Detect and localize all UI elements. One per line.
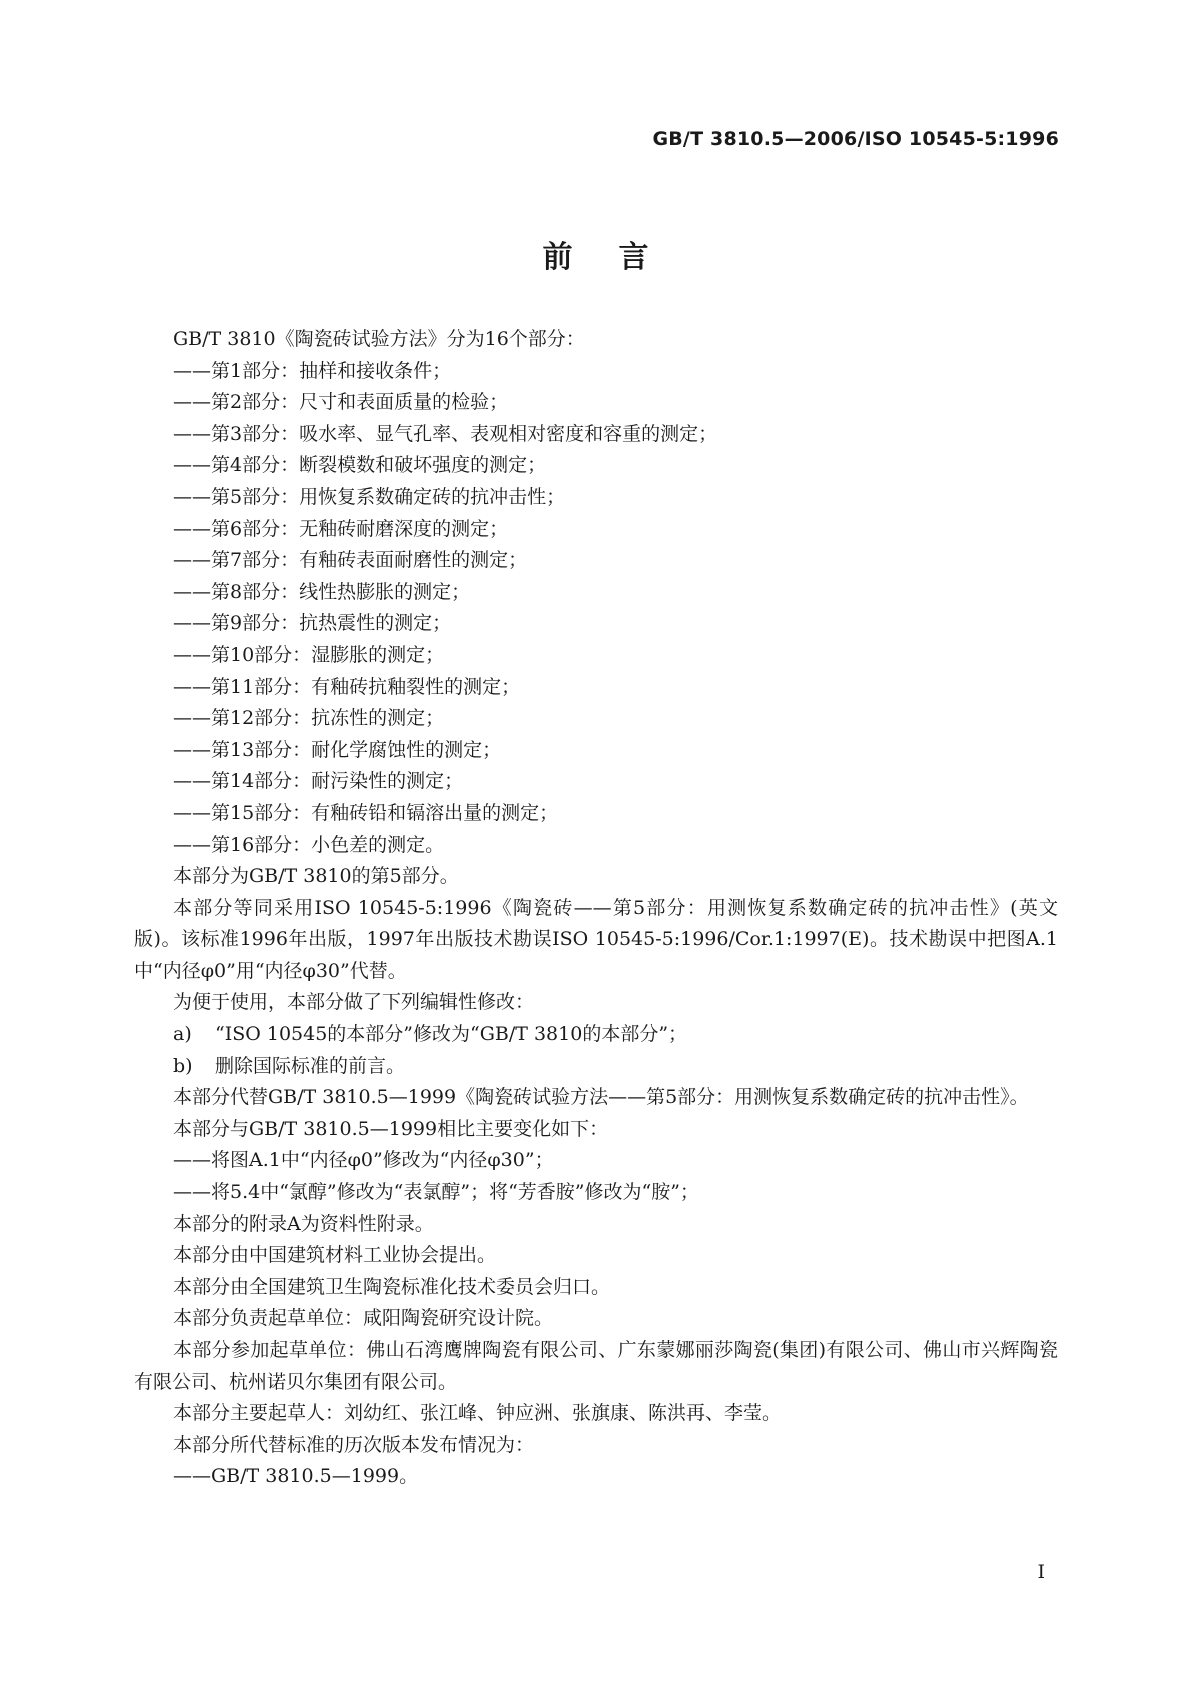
drafting-unit-paragraph: 本部分负责起草单位：咸阳陶瓷研究设计院。 [173,1307,554,1330]
proposed-by-paragraph: 本部分由中国建筑材料工业协会提出。 [173,1244,497,1267]
changes-intro: 本部分与GB/T 3810.5—1999相比主要变化如下： [173,1117,609,1140]
history-list [134,1461,1058,1493]
list-item: ——第10部分：湿膨胀的测定； [173,643,445,666]
list-item: ——第15部分：有釉砖铅和镉溶出量的测定； [173,801,559,824]
list-item: ——第4部分：断裂模数和破坏强度的测定； [173,454,547,477]
intro-paragraph: GB/T 3810《陶瓷砖试验方法》分为16个部分： [173,328,585,350]
participating-units-paragraph: 本部分参加起草单位：佛山石湾鹰牌陶瓷有限公司、广东蒙娜丽莎陶瓷(集团)有限公司、佛山市兴辉陶瓷有限公司、杭州诺贝尔集团有限公司。 [134,1339,1058,1393]
list-item: ——第1部分：抽样和接收条件； [173,359,452,382]
centralized-by-paragraph: 本部分由全国建筑卫生陶瓷标准化技术委员会归口。 [173,1275,611,1298]
replaces-paragraph: 本部分代替GB/T 3810.5—1999《陶瓷砖试验方法——第5部分：用测恢复系数确定砖的抗冲击性》。 [173,1086,1029,1109]
item-text: 删除国际标准的前言。 [215,1054,406,1077]
list-item [134,1019,1058,1051]
list-item: ——第8部分：线性热膨胀的测定； [173,580,471,603]
page-title: 前言 [542,240,695,275]
list-item: ——第12部分：抗冻性的测定； [173,707,445,730]
drafters-paragraph: 本部分主要起草人：刘幼红、张江峰、钟应洲、张旗康、陈洪再、李莹。 [173,1402,782,1425]
list-item: ——第5部分：用恢复系数确定砖的抗冲击性； [173,485,566,508]
list-item: ——将图A.1中“内径φ0”修改为“内径φ30”； [173,1149,554,1172]
standard-code-header: GB/T 3810.5—2006/ISO 10545-5:1996 [652,128,1059,150]
list-item: ——第6部分：无釉砖耐磨深度的测定； [173,517,509,540]
list-item: ——第2部分：尺寸和表面质量的检验； [173,391,509,414]
list-item [134,1051,1058,1083]
item-text: “ISO 10545的本部分”修改为“GB/T 3810的本部分”； [215,1023,688,1046]
list-item: ——第9部分：抗热震性的测定； [173,612,452,635]
list-item: ——第16部分：小色差的测定。 [173,833,445,856]
annex-paragraph: 本部分的附录A为资料性附录。 [173,1212,434,1235]
list-item: ——将5.4中“氯醇”修改为“表氯醇”；将“芳香胺”修改为“胺”； [173,1181,699,1204]
item-label: a) [173,1023,192,1046]
list-item: ——第3部分：吸水率、显气孔率、表观相对密度和容重的测定； [173,422,718,445]
edits-list [134,1019,1058,1082]
list-item: ——第13部分：耐化学腐蚀性的测定； [173,738,502,761]
item-label: b) [173,1054,193,1077]
list-item: ——第14部分：耐污染性的测定； [173,770,464,793]
edits-intro: 为便于使用，本部分做了下列编辑性修改： [173,991,535,1014]
history-intro: 本部分所代替标准的历次版本发布情况为： [173,1433,535,1456]
list-item: ——第11部分：有釉砖抗釉裂性的测定； [173,675,521,698]
list-item: ——第7部分：有釉砖表面耐磨性的测定； [173,549,528,572]
this-part-paragraph: 本部分为GB/T 3810的第5部分。 [173,865,459,888]
parts-list [134,356,1058,862]
page-number: I [1037,1561,1045,1583]
list-item: ——GB/T 3810.5—1999。 [173,1465,419,1488]
adoption-paragraph: 本部分等同采用ISO 10545-5:1996《陶瓷砖——第5部分：用测恢复系数确定砖的抗冲击性》(英文版)。该标准1996年出版，1997年出版技术勘误ISO 10545-5:1996/Cor.1:1997(E)。技术勘误中把图A.1中“内径φ0”用“内径φ30”代替。 [134,896,1058,982]
changes-list [134,1145,1058,1208]
foreword-body [134,324,1058,1493]
